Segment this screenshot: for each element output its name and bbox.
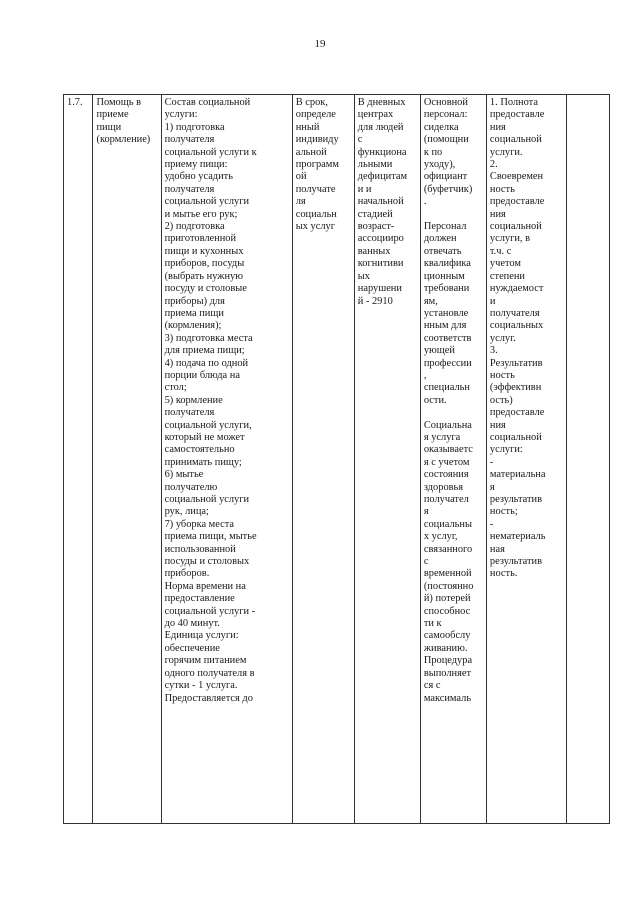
page-number: 19	[314, 38, 326, 50]
service-quality: 1. Полнота предоставле ния социальной услуги. 2. Своевремен ность предоставле ния социальной услуги, в т.ч. с учетом степени нуждаемост и получателя социальных услуг. 3. Результатив ность (эффективн ость) предоставле ния социальной услуги: - материальна я результатив ность; - нематериаль ная результатив ность.	[489, 97, 546, 580]
row-number: 1.7.	[67, 97, 83, 108]
service-conditions: В дневных центрах для людей с функциона льными дефицитам и и начальной стадией возраст- ассоцииро ванных когнитиви ых нарушени й - 2910	[357, 97, 408, 307]
table-row	[64, 95, 610, 824]
service-conditions-cell	[354, 95, 420, 824]
service-description-cell	[161, 95, 292, 824]
service-description: Состав социальной услуги: 1) подготовка получателя социальной услуги к приему пищи: удобно усадить получателя социальной услуги и мытье его рук; 2) подготовка приготовленной пищи и кухонных приборов, посуды (выбрать нужную посуду и столовые приборы) для приема пищи (кормления); 3) подготовка места для приема пищи; 4) подача по одной порции блюда на стол; 5) кормление получателя социальной услуги, который не может самостоятельно принимать пищу; 6) мытье получателю социальной услуги рук, лица; 7) уборка места приема пищи, мытье использованной посуды и столовых приборов. Норма времени на предоставление социальной услуги - до 40 минут. Единица услуги: обеспечение горячим питанием одного получателя в сутки - 1 услуга. Предоставляется до	[164, 97, 257, 704]
services-table	[63, 94, 610, 824]
service-term: В срок, определе нный индивиду альной программ ой получате ля социальн ых услуг	[295, 97, 339, 233]
service-term-cell	[292, 95, 354, 824]
service-quality-cell	[486, 95, 566, 824]
service-name: Помощь в приеме пищи (кормление)	[96, 97, 151, 146]
service-name-cell	[93, 95, 161, 824]
service-staff: Основной персонал: сиделка (помощни к по уходу), официант (буфетчик) . Персонал должен отвечать квалифика ционным требовани ям, установле нным для соответств ующей профессии , специальн ости. Социальна я услуга оказываетс я с учетом состояния здоровья получател я социальны х услуг, связанного с временной (постоянно й) потерей способнос ти к самообслу живанию. Процедура выполняет ся с максималь	[423, 97, 474, 704]
row-number-cell	[64, 95, 93, 824]
empty-cell	[567, 95, 610, 824]
service-staff-cell	[420, 95, 486, 824]
